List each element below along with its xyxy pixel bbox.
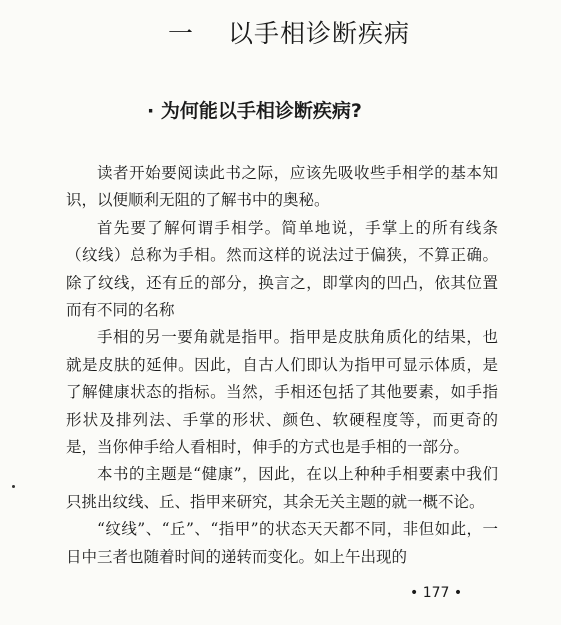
paragraph: “纹线”、“丘”、“指甲”的状态天天都不同，非但如此，一日中三者也随着时间的递转而变化。如上午出现的 (66, 520, 498, 566)
page-number: • 177 • (410, 585, 463, 601)
body-text (66, 160, 498, 571)
paragraph: 本书的主题是“健康”，因此，在以上种种手相要素中我们只挑出纹线、丘、指甲来研究，其余无关主题的就一概不论。 (66, 465, 498, 511)
section-title: · 为何能以手相诊断疾病? (147, 100, 362, 122)
paragraph: 手相的另一要角就是指甲。指甲是皮肤角质化的结果，也就是皮肤的延伸。因此，自古人们即认为指甲可显示体质，是了解健康状态的指标。当然，手相还包括了其他要素，如手指形状及排列法、手掌的形状、颜色、软硬程度等，而更奇的是，当你伸手给人看相时，伸手的方式也是手相的一部分。 (66, 328, 498, 457)
chapter-title (168, 14, 410, 50)
chapter-title-text: 以手相诊断疾病 (228, 19, 411, 48)
paragraph: 首先要了解何谓手相学。简单地说，手掌上的所有线条（纹线）总称为手相。然而这样的说法过于偏狭，不算正确。除了纹线，还有丘的部分，换言之，即掌肉的凹凸，依其位置而有不同的名称 (66, 218, 498, 320)
chapter-number: 一 (168, 19, 195, 48)
margin-speck (12, 485, 15, 488)
paragraph: 读者开始要阅读此书之际，应该先吸收些手相学的基本知识，以便顺利无阻的了解书中的奥秘。 (66, 164, 498, 210)
